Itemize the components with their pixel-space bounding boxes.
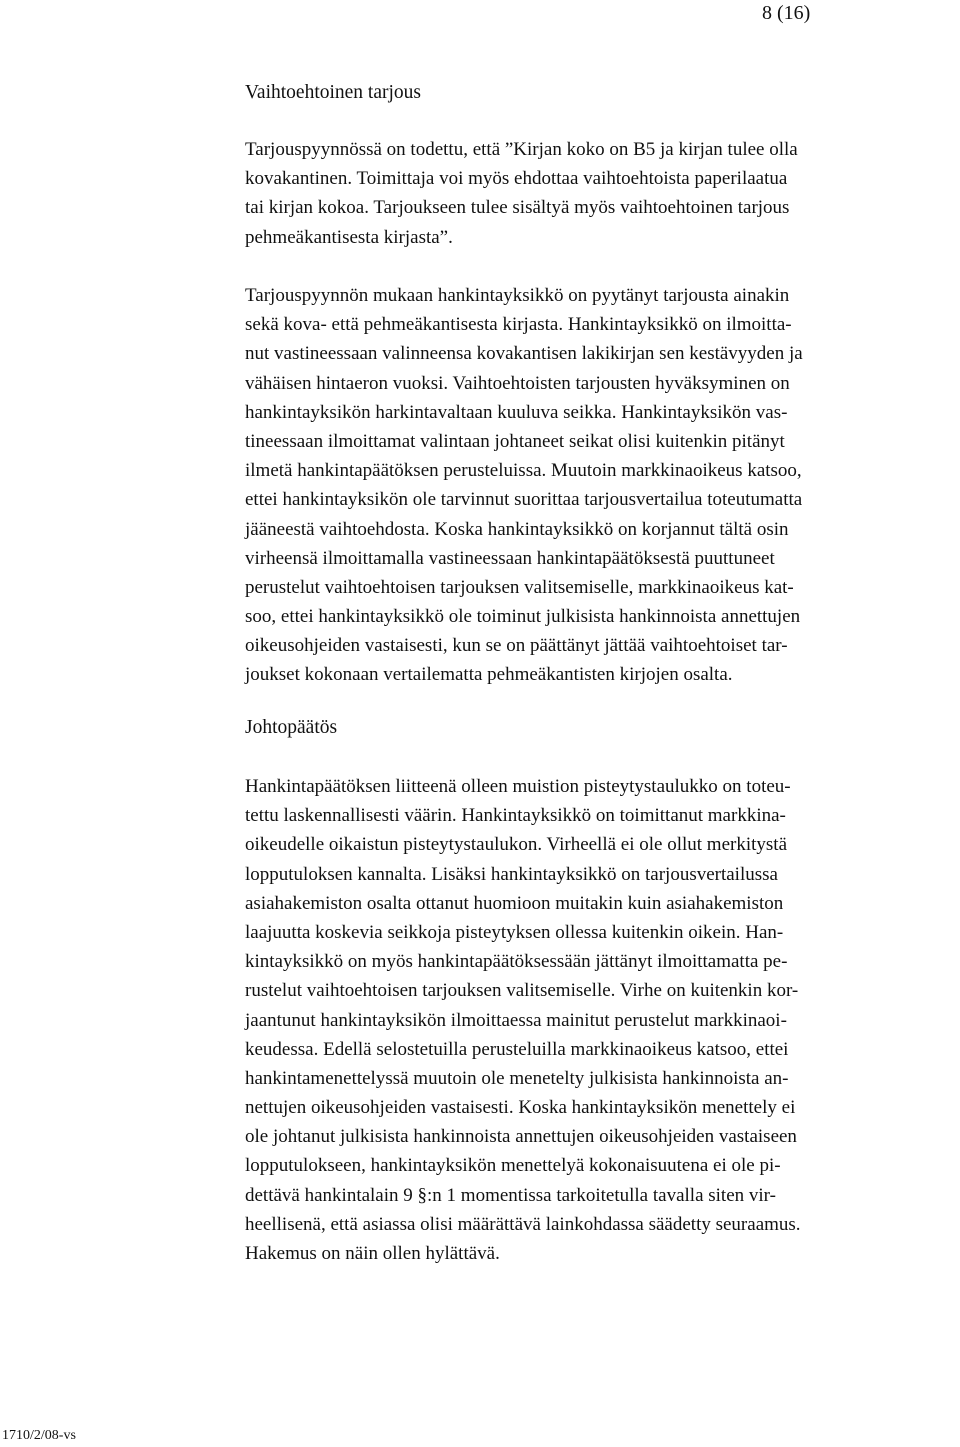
- text-line: kovakantinen. Toimittaja voi myös ehdottaa vaihtoehtoista paperilaatua: [245, 168, 788, 190]
- text-line: tai kirjan kokoa. Tarjoukseen tulee sisältyä myös vaihtoehtoinen tarjous: [245, 197, 790, 219]
- text-line: tettu laskennallisesti väärin. Hankintayksikkö on toimittanut markkina-: [245, 805, 786, 827]
- text-line: oikeusohjeiden vastaisesti, kun se on päättänyt jättää vaihtoehtoiset tar-: [245, 635, 788, 657]
- text-line: rustelut vaihtoehtoisen tarjouksen valitsemiselle. Virhe on kuitenkin kor-: [245, 980, 799, 1002]
- text-line: tineessaan ilmoittamat valintaan johtaneet seikat olisi kuitenkin pitänyt: [245, 430, 785, 452]
- text-line: oikeudelle oikaistun pisteytystaulukon. Virheellä ei ole ollut merkitystä: [245, 834, 788, 856]
- section-heading-conclusion: Johtopäätös: [245, 717, 338, 738]
- text-line: Hakemus on näin ollen hylättävä.: [245, 1243, 500, 1264]
- text-line: nettujen oikeusohjeiden vastaisesti. Koska hankintayksikön menettely ei: [245, 1097, 796, 1119]
- text-line: soo, ettei hankintayksikkö ole toiminut julkisista hankinnoista annettujen: [245, 606, 801, 628]
- text-line: dettävä hankintalain 9 §:n 1 momentissa tarkoitetulla tavalla siten vir-: [245, 1184, 776, 1206]
- text-line: virheensä ilmoittamalla vastineessaan hankintapäätöksestä puuttuneet: [245, 547, 775, 569]
- section-heading-alternative: Vaihtoehtoinen tarjous: [245, 82, 422, 103]
- text-line: jääneestä vaihtoehdosta. Koska hankintayksikkö on korjannut tältä osin: [245, 518, 789, 540]
- text-line: sekä kova- että pehmeäkantisesta kirjasta. Hankintayksikkö on ilmoitta-: [245, 314, 792, 336]
- text-line: pehmeäkantisesta kirjasta”.: [245, 226, 453, 248]
- text-line: nut vastineessaan valinneensa kovakantisen lakikirjan sen kestävyyden ja: [245, 343, 803, 365]
- text-line: joukset kokonaan vertailematta pehmeäkantisten kirjojen osalta.: [245, 664, 733, 686]
- text-line: ettei hankintayksikön ole tarvinnut suorittaa tarjousvertailua toteutumatta: [245, 489, 803, 511]
- text-line: kintayksikkö on myös hankintapäätöksessään jättänyt ilmoittamatta pe-: [245, 951, 788, 973]
- text-line: jaantunut hankintayksikön ilmoittaessa mainitut perustelut markkinaoi-: [245, 1009, 787, 1031]
- paragraph-alternative-quote: [245, 135, 798, 252]
- paragraph-alternative-analysis: [245, 281, 803, 690]
- text-line: vähäisen hintaeron vuoksi. Vaihtoehtoisten tarjousten hyväksyminen on: [245, 372, 790, 394]
- text-line: ilmetä hankintapäätöksen perusteluissa. Muutoin markkinaoikeus katsoo,: [245, 460, 802, 482]
- document-reference: 1710/2/08-vs: [2, 1428, 76, 1443]
- text-line: perustelut vaihtoehtoisen tarjouksen valitsemiselle, markkinaoikeus kat-: [245, 576, 794, 598]
- text-line: hankintamenettelyssä muutoin ole menetelty julkisista hankinnoista an-: [245, 1067, 789, 1089]
- text-line: heellisenä, että asiassa olisi määrättävä lainkohdassa säädetty seuraamus.: [245, 1213, 801, 1235]
- text-line: keudessa. Edellä selostetuilla perusteluilla markkinaoikeus katsoo, ettei: [245, 1038, 789, 1060]
- text-line: asiahakemiston osalta ottanut huomioon muitakin kuin asiahakemiston: [245, 892, 784, 914]
- text-line: lopputuloksen kannalta. Lisäksi hankintayksikkö on tarjousvertailussa: [245, 863, 778, 885]
- text-line: lopputulokseen, hankintayksikön menettelyä kokonaisuutena ei ole pi-: [245, 1155, 781, 1177]
- page-number: 8 (16): [762, 2, 811, 24]
- text-line: Hankintapäätöksen liitteenä olleen muistion pisteytystaulukko on toteu-: [245, 776, 791, 797]
- text-line: hankintayksikön harkintavaltaan kuuluva seikka. Hankintayksikön vas-: [245, 401, 788, 423]
- text-line: laajuutta koskevia seikkoja pisteytyksen ollessa kuitenkin oikein. Han-: [245, 921, 784, 943]
- paragraph-conclusion: [245, 772, 801, 1268]
- text-line: Tarjouspyynnön mukaan hankintayksikkö on pyytänyt tarjousta ainakin: [245, 285, 790, 306]
- text-line: ole johtanut julkisista hankinnoista annettujen oikeusohjeiden vastaiseen: [245, 1126, 797, 1148]
- text-line: Tarjouspyynnössä on todettu, että ”Kirjan koko on B5 ja kirjan tulee olla: [245, 139, 798, 160]
